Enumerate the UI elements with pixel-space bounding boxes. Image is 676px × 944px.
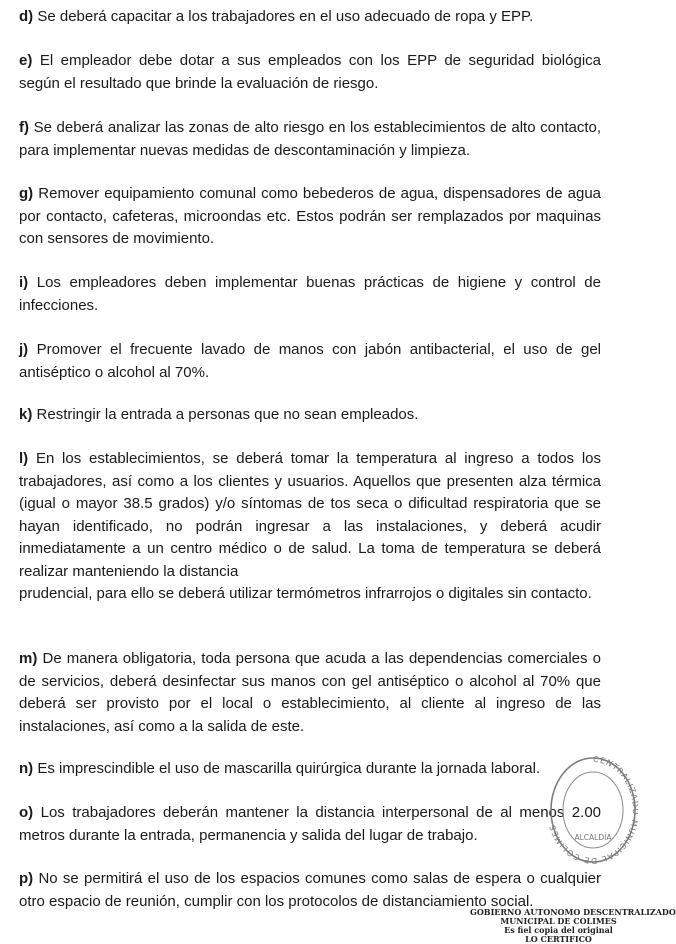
- paragraph-text: No se permitirá el uso de los espacios comunes como salas de espera o cualquier otro espacio de reunión, cumplir con los protocolos de distanciamiento social.: [19, 870, 601, 910]
- paragraph-text: De manera obligatoria, toda persona que acuda a las dependencias comerciales o de servicios, deberá desinfectar sus manos con gel antiséptico o alcohol al 70% que deberá ser provisto por el local o establecimiento, al cliente al ingreso de las instalaciones, así como a la salida de este.: [19, 650, 601, 735]
- paragraph-label: d): [19, 8, 34, 25]
- paragraph-i: [19, 272, 601, 317]
- paragraph-j: [19, 339, 601, 384]
- caption-line-2: MUNICIPAL DE COLIMES: [500, 916, 617, 926]
- paragraph-label: m): [19, 650, 38, 667]
- svg-text:CENTRALIZADO MUNICIPAL DE COLI: [548, 755, 638, 865]
- paragraph-e: [19, 50, 601, 95]
- seal-ring-text: CENTRALIZ UNICIPAL DE COLIMES: [548, 754, 638, 866]
- paragraph-text: Los trabajadores deberán mantener la distancia interpersonal de al menos 2.00 metros durante la entrada, permanencia y salida del lugar de trabajo.: [19, 804, 602, 844]
- caption-line-1: GOBIERNO AUTONOMO DESCENTRALIZADO: [470, 907, 676, 917]
- paragraph-text-continued: prudencial, para ello se deberá utilizar termómetros infrarrojos o digitales sin contacto.: [19, 585, 592, 602]
- paragraph-label: l): [19, 450, 29, 467]
- paragraph-d: [19, 6, 601, 29]
- caption-line-4: LO CERTIFICO: [525, 934, 592, 944]
- paragraph-m: [19, 648, 601, 738]
- seal-center-text: ALCALDÍA: [574, 833, 612, 842]
- paragraph-text: El empleador debe dotar a sus empleados con los EPP de seguridad biológica según el resultado que brinde la evaluación de riesgo.: [19, 52, 602, 92]
- paragraph-text: Se deberá analizar las zonas de alto riesgo en los establecimientos de alto contacto, para implementar nuevas medidas de descontaminación y limpieza.: [19, 119, 602, 159]
- paragraph-o: [19, 802, 601, 847]
- paragraph-label: i): [19, 274, 29, 291]
- paragraph-f: [19, 117, 601, 162]
- paragraph-label: n): [19, 760, 34, 777]
- paragraph-text: Se deberá capacitar a los trabajadores en el uso adecuado de ropa y EPP.: [37, 8, 534, 25]
- paragraph-text: Promover el frecuente lavado de manos con jabón antibacterial, el uso de gel antiséptico o alcohol al 70%.: [19, 341, 601, 381]
- paragraph-text: Remover equipamiento comunal como bebederos de agua, dispensadores de agua por contacto, cafeteras, microondas etc. Estos podrán ser remplazados por maquinas con sensores de movimiento.: [19, 185, 602, 247]
- caption-line-3: Es fiel copia del original: [504, 925, 613, 935]
- paragraph-l: [19, 448, 601, 606]
- paragraph-label: k): [19, 406, 33, 423]
- paragraph-text: En los establecimientos, se deberá tomar la temperatura al ingreso a todos los trabajadores, así como a los clientes y usuarios. Aquellos que presenten alza térmica (igual o mayor 38.5 grados) y/o síntomas de tos seca o dificultad respiratoria que se hayan identificado, no podrán ingresar a las instalaciones, y deberá acudir inmediatamente a un centro médico o de salud. La toma de temperatura se deberá realizar manteniendo la distancia: [19, 450, 601, 580]
- seal-icon: [548, 748, 638, 866]
- paragraph-text: Es imprescindible el uso de mascarilla quirúrgica durante la jornada laboral.: [37, 760, 541, 777]
- paragraph-label: e): [19, 52, 33, 69]
- paragraph-text: Los empleadores deben implementar buenas prácticas de higiene y control de infecciones.: [19, 274, 601, 314]
- paragraph-label: o): [19, 804, 34, 821]
- paragraph-n: [19, 758, 601, 781]
- paragraph-g: [19, 183, 601, 251]
- paragraph-label: g): [19, 185, 34, 202]
- paragraph-k: [19, 404, 601, 427]
- paragraph-text: Restringir la entrada a personas que no sean empleados.: [36, 406, 419, 423]
- paragraph-label: p): [19, 870, 34, 887]
- paragraph-label: f): [19, 119, 29, 136]
- municipal-seal-stamp: [548, 748, 638, 866]
- certification-caption: [470, 907, 676, 944]
- paragraph-label: j): [19, 341, 29, 358]
